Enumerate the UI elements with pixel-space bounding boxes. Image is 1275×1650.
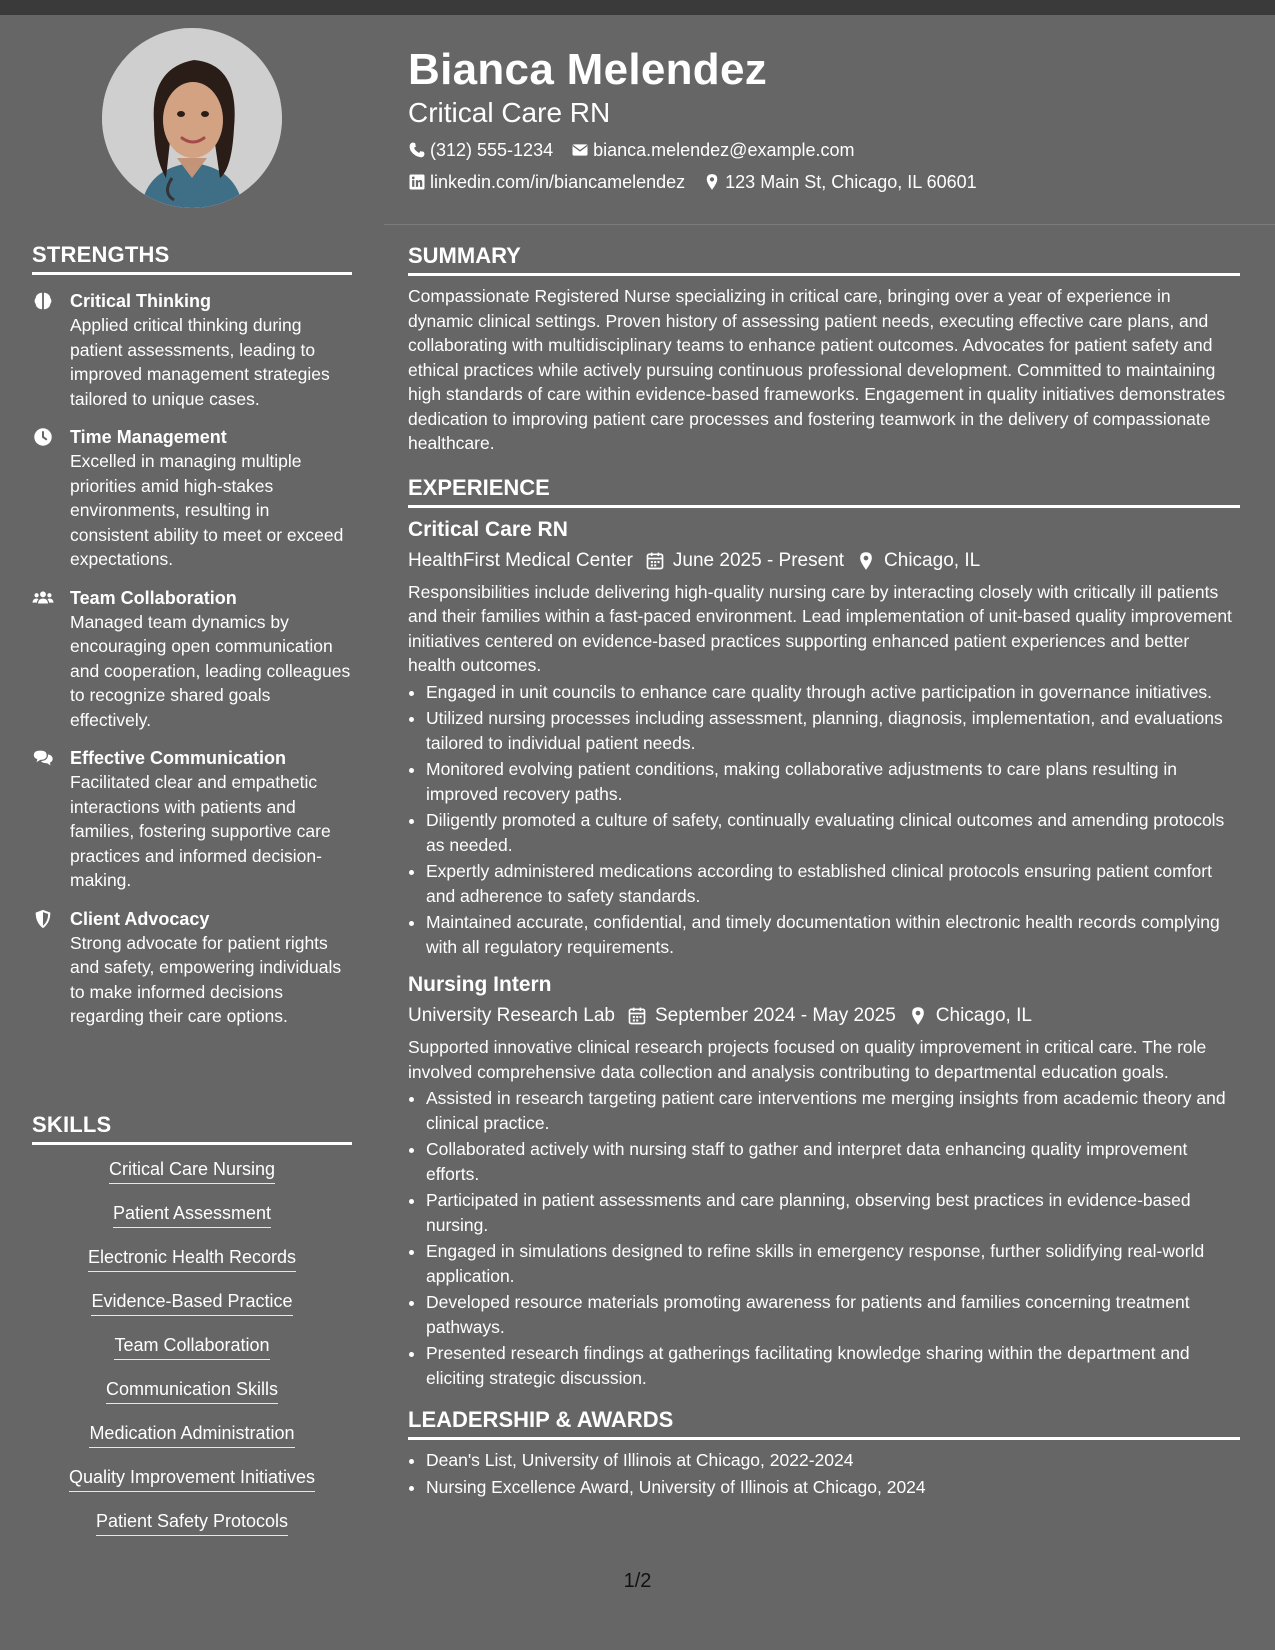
skill-item <box>32 1289 352 1316</box>
org-text: HealthFirst Medical Center <box>408 549 633 571</box>
skill-label: Patient Assessment <box>113 1201 271 1228</box>
skill-item <box>32 1333 352 1360</box>
bullet-item: • Engaged in simulations designed to refine skills in emergency response, further solidifying real-world application. <box>426 1239 1240 1288</box>
strength-desc: Facilitated clear and empathetic interactions with patients and families, fostering supportive care practices and informed decision-making. <box>70 772 331 890</box>
envelope-icon <box>571 141 589 159</box>
strengths-title: STRENGTHS <box>32 242 352 275</box>
clock-icon <box>32 426 54 448</box>
brain-icon <box>32 290 54 312</box>
location-text: Chicago, IL <box>935 1005 1032 1026</box>
bullet-item: • Maintained accurate, confidential, and timely documentation within electronic health records complying with all regulatory requirements. <box>426 910 1240 959</box>
phone-text[interactable]: (312) 555-1234 <box>430 140 554 160</box>
location-pin-icon <box>908 1006 928 1026</box>
phone-item <box>408 138 553 162</box>
bullet-item: • Monitored evolving patient conditions, making collaborative adjustments to care plans resulting in improved recovery paths. <box>426 757 1240 806</box>
comments-icon <box>32 747 54 769</box>
bullet-item: • Diligently promoted a culture of safety, continually evaluating clinical outcomes and amending protocols as needed. <box>426 808 1240 857</box>
job-location <box>908 1003 1032 1029</box>
strength-title: Critical Thinking <box>70 291 212 311</box>
location-pin-icon <box>856 551 876 571</box>
linkedin-item <box>408 170 685 194</box>
awards-section <box>408 1406 1240 1499</box>
strength-desc: Strong advocate for patient rights and safety, empowering individuals to make informed decisions regarding their care options. <box>70 932 342 1026</box>
bullet-item: • Participated in patient assessments and care planning, observing best practices in evidence-based nursing. <box>426 1188 1240 1237</box>
summary-title: SUMMARY <box>408 242 1240 276</box>
strength-title: Effective Communication <box>70 748 287 768</box>
users-icon <box>32 587 54 609</box>
skill-item <box>32 1377 352 1404</box>
avatar-illustration <box>102 28 282 208</box>
skill-label: Team Collaboration <box>114 1333 269 1360</box>
skill-label: Communication Skills <box>106 1377 278 1404</box>
contact-row-1 <box>408 138 1238 162</box>
strength-item <box>32 746 352 893</box>
award-item: • Dean's List, University of Illinois at Chicago, 2022-2024 <box>426 1448 1240 1473</box>
skill-list <box>32 1157 352 1536</box>
location-pin-icon <box>703 173 721 191</box>
skill-item <box>32 1421 352 1448</box>
skill-label: Quality Improvement Initiatives <box>69 1465 315 1492</box>
job-entry <box>408 516 1240 960</box>
skill-item <box>32 1509 352 1536</box>
linkedin-icon <box>408 173 426 191</box>
bullet-item: • Collaborated actively with nursing staff to gather and interpret data enhancing quality improvement efforts. <box>426 1137 1240 1186</box>
strength-desc: Excelled in managing multiple priorities amid high-stakes environments, resulting in consistent ability to meet or exceed expectations. <box>70 451 344 569</box>
main-content <box>408 242 1240 1501</box>
job-org <box>408 548 633 574</box>
strength-desc: Managed team dynamics by encouraging open communication and cooperation, leading colleagues to recognize shared goals effectively. <box>70 611 351 730</box>
skill-label: Critical Care Nursing <box>109 1157 275 1184</box>
strength-item <box>32 425 352 572</box>
address-text: 123 Main St, Chicago, IL 60601 <box>725 172 977 192</box>
summary-text: Compassionate Registered Nurse specializing in critical care, bringing over a year of experience in dynamic clinical settings. Proven history of assessing patient needs, executing effective care plans, and collaborating with multidisciplinary teams to enhance patient outcomes. Advocates for patient safety and ethical practices while actively pursuing continuous professional development. Committed to maintaining high standards of care within evidence-based frameworks. Engagement in quality initiatives demonstrates dedication to improving patient care processes and fostering teamwork in the delivery of compassionate healthcare. <box>408 286 1226 453</box>
email-item <box>571 138 854 162</box>
job-description: Responsibilities include delivering high-quality nursing care by interacting closely with critically ill patients and their families within a fast-paced environment. Lead implementation of unit-based quality improvement initiatives centered on evidence-based practices supporting enhanced patient experiences and better health outcomes. <box>408 581 1232 675</box>
award-item: • Nursing Excellence Award, University of Illinois at Chicago, 2024 <box>426 1475 1240 1500</box>
shield-icon <box>32 908 54 930</box>
awards-title: LEADERSHIP & AWARDS <box>408 1406 1240 1440</box>
email-link[interactable]: bianca.melendez@example.com <box>593 140 855 160</box>
dates-text: June 2025 - Present <box>672 549 845 571</box>
bullet-item: • Presented research findings at gatherings facilitating knowledge sharing within the department and eliciting strategic discussion. <box>426 1341 1240 1390</box>
skill-label: Evidence-Based Practice <box>91 1289 292 1316</box>
skill-label: Electronic Health Records <box>88 1245 296 1272</box>
job-bullets <box>408 1086 1240 1390</box>
candidate-name: Bianca Melendez <box>408 45 768 94</box>
strength-title: Client Advocacy <box>70 908 210 929</box>
job-description: Supported innovative clinical research projects focused on quality improvement in critical care. The role involved comprehensive data collection and analysis contributing to departmental education goals. <box>408 1037 1207 1082</box>
strength-title: Team Collaboration <box>70 587 237 608</box>
profile-photo <box>102 28 282 208</box>
calendar-icon <box>627 1006 647 1026</box>
phone-icon <box>408 141 426 159</box>
awards-list <box>408 1448 1240 1499</box>
job-dates <box>627 1003 896 1029</box>
skills-title: SKILLS <box>32 1112 352 1145</box>
location-text: Chicago, IL <box>884 549 981 571</box>
bullet-item: • Engaged in unit councils to enhance care quality through active participation in governance initiatives. <box>426 680 1240 705</box>
job-meta <box>408 1003 1240 1029</box>
strength-item <box>32 907 352 1029</box>
bullet-item: • Developed resource materials promoting awareness for patients and families concerning treatment pathways. <box>426 1290 1240 1339</box>
strength-desc: Applied critical thinking during patient assessments, leading to improved management strategies tailored to unique cases. <box>70 315 330 409</box>
job-bullets <box>408 680 1240 960</box>
resume-header <box>408 44 1238 194</box>
job-meta <box>408 548 1240 574</box>
top-bar <box>0 0 1275 15</box>
job-title: Critical Care RN <box>408 517 568 541</box>
job-org <box>408 1003 615 1029</box>
skill-item <box>32 1157 352 1184</box>
strengths-section <box>32 242 352 1029</box>
contact-row-2 <box>408 170 1238 194</box>
job-dates <box>645 548 844 574</box>
bullet-item: • Assisted in research targeting patient care interventions me merging insights from academic theory and clinical practice. <box>426 1086 1240 1135</box>
skill-item <box>32 1201 352 1228</box>
calendar-icon <box>645 551 665 571</box>
address-item <box>703 170 977 194</box>
bullet-item: • Utilized nursing processes including assessment, planning, diagnosis, implementation, and evaluations tailored to individual patient needs. <box>426 706 1240 755</box>
skill-label: Medication Administration <box>89 1421 294 1448</box>
bullet-item: • Expertly administered medications according to established clinical protocols ensuring patient comfort and adherence to safety standards. <box>426 859 1240 908</box>
dates-text: September 2024 - May 2025 <box>654 1005 896 1026</box>
skill-label: Patient Safety Protocols <box>96 1509 288 1536</box>
page-number: 1/2 <box>623 1570 652 1592</box>
linkedin-link[interactable]: linkedin.com/in/biancamelendez <box>430 172 686 192</box>
experience-section <box>408 474 1240 1391</box>
strength-item <box>32 289 352 411</box>
skill-item <box>32 1465 352 1492</box>
summary-section <box>408 242 1240 456</box>
strength-title: Time Management <box>70 427 227 447</box>
header-divider <box>384 224 1275 225</box>
org-text: University Research Lab <box>408 1005 615 1026</box>
skill-item <box>32 1245 352 1272</box>
experience-title: EXPERIENCE <box>408 474 1240 508</box>
strength-item <box>32 586 352 733</box>
job-entry <box>408 971 1240 1390</box>
skills-section <box>32 1112 352 1553</box>
candidate-title: Critical Care RN <box>408 97 611 128</box>
job-location <box>856 548 980 574</box>
job-title: Nursing Intern <box>408 973 552 996</box>
